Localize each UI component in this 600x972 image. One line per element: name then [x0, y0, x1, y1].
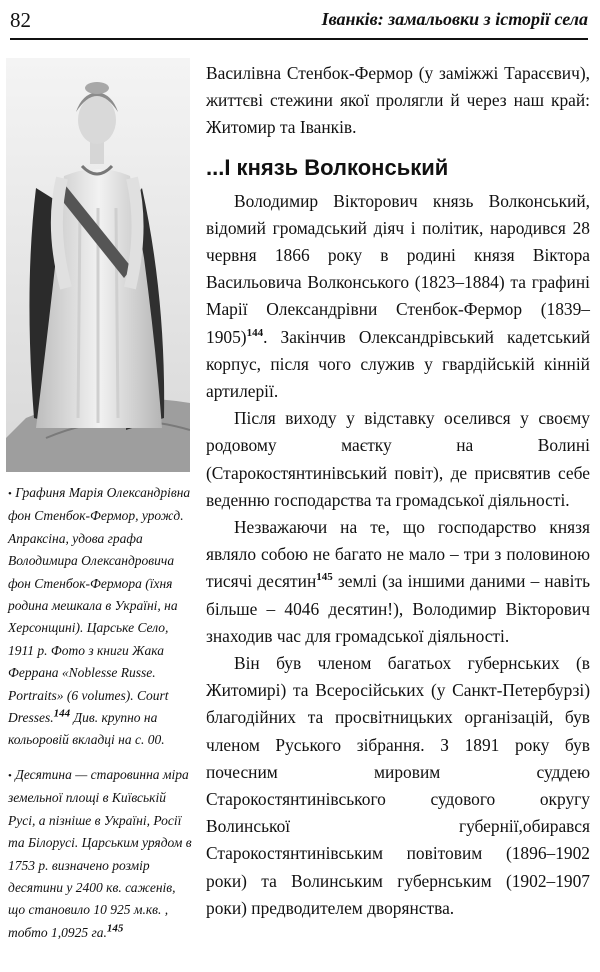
caption-tail: Див. крупно на кольоровій вкладці на с. 00.	[8, 710, 165, 748]
caption-text: Графиня Марія Олександрівна фон Стенбок-Фермор, урожд. Апраксіна, удова графа Володимира Олександровича фон Стенбок-Фермора (їхня родина мешкала в Україні, на Херсонщині). Царське Село, 1911 р. Фото з книги Жака Феррана «Noblesse Russe. Portraits» (6 volumes). Court Dresses.	[8, 485, 191, 726]
paragraph-3-text: Незважаючи на те, що господарство князя являло собою не багато не мало – три з половиною тисячі десятин	[206, 517, 590, 592]
caption-text: Десятина — старовинна міра земельної площі в Київській Русі, а пізніше в Україні, Росії та Білорусі. Царським урядом в 1753 р. визначено розмір десятини у 2400 кв. саженів, що становило 10 925 м.кв. , тобто 1,0925 га.	[8, 766, 192, 940]
paragraph-2: Після виходу у відставку оселився у своєму родовому маєтку на Волині (Старокостянтинівський повіт), де присвятив себе веденню господарства та громадської діяльності.	[206, 408, 590, 510]
page-header	[10, 6, 588, 40]
paragraph-1-text: Володимир Вікторович князь Волконський, відомий громадський діяч і політик, народився 28 червня 1866 року в родині князя Віктора Васильовича Волконського (1823–1884) та графині Марії Олександрівни Стенбок-Фермор (1839–1905)	[206, 190, 590, 347]
desyatyna-note	[8, 764, 192, 944]
portrait-illustration	[6, 58, 190, 472]
paragraph-3-tail: землі (за іншими даними – навіть більше – 4046 десятин!), Володимир Вікторович знаходив час для громадської діяльності.	[206, 571, 590, 646]
footnote-ref: 144	[53, 707, 71, 720]
caption-bullet: •	[8, 488, 12, 500]
photo-caption	[8, 482, 192, 752]
intro-paragraph: Василівна Стенбок-Фермор (у заміжжі Тарасєвич), життєві стежини якої пролягли й через наш край: Житомир та Іванків.	[206, 63, 590, 138]
paragraph-4: Він був членом багатьох губернських (в Житомирі) та Всеросійських (у Санкт-Петербурзі) благодійних та просвітницьких організацій, був членом Руського зібрання. З 1891 року був почесним мировим суддею Старокостянтинівського судового округу Волинської губернії,обирався Старокостянтинівським повітовим (1896–1902 роки) та Волинським губернським (1902–1907 роки) предводителем дворянства.	[206, 653, 590, 918]
footnote-ref: 145	[316, 571, 333, 584]
caption-bullet: •	[8, 769, 12, 782]
page-number: 82	[10, 8, 31, 32]
footnote-ref: 145	[106, 922, 124, 935]
main-text	[206, 60, 590, 922]
portrait-photo-icon	[6, 58, 190, 472]
running-title: Іванків: замальовки з історії села	[321, 9, 588, 29]
footnote-ref: 144	[246, 326, 264, 339]
paragraph-1	[206, 188, 590, 406]
paragraph-1-tail: . Закінчив Олександрівський кадетський корпус, після чого служив у гвардійській кінній артилерії.	[206, 326, 590, 402]
figure-captions	[8, 482, 192, 956]
section-title: ...І князь Волконський	[206, 154, 449, 180]
paragraph-3	[206, 514, 590, 650]
